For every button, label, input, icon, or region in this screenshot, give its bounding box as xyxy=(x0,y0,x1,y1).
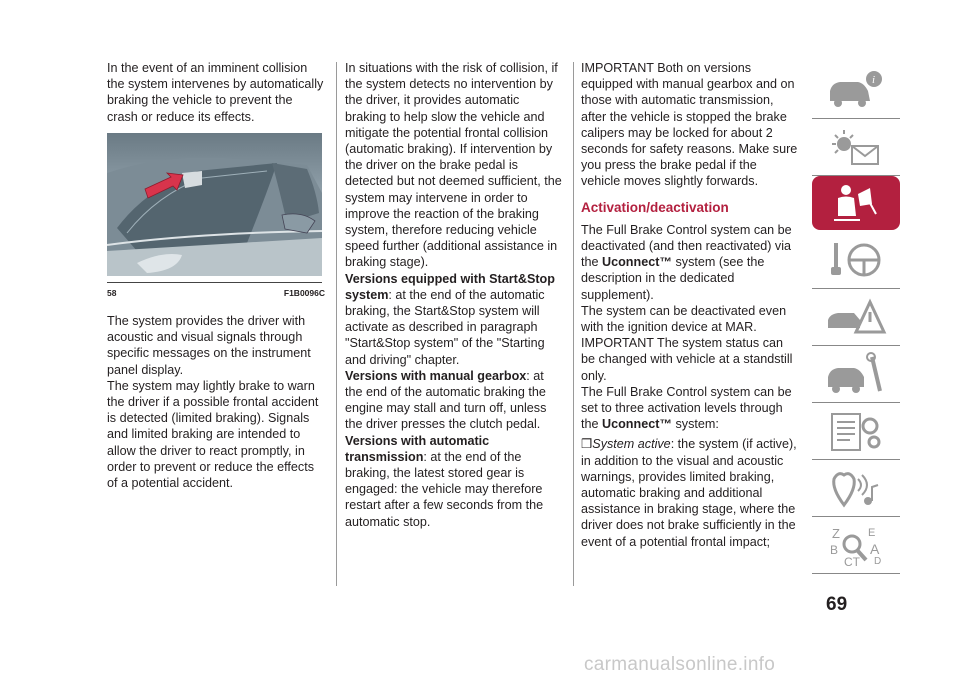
automatic-transmission-text: : at the end of the braking, the latest stored gear is engaged: the vehicle may therefore restart after a few seconds from the automatic stop. xyxy=(345,449,544,529)
uconnect-label-2: Uconnect™ xyxy=(602,417,672,432)
col2-paragraph-startstop xyxy=(345,271,563,368)
safety-airbag-icon xyxy=(824,180,888,226)
levels-text-a: The Full Brake Control system can be set to three activation levels through the xyxy=(581,384,792,432)
uconnect-label-1: Uconnect™ xyxy=(602,255,672,270)
column-divider-1 xyxy=(336,62,337,586)
manual-gearbox-text: : at the end of the automatic braking the engine may stall and turn off, unless the driver presses the clutch pedal. xyxy=(345,368,547,432)
tab-starting-driving[interactable] xyxy=(812,232,900,289)
tab-car-info[interactable] xyxy=(812,62,900,119)
levels-text-b: system: xyxy=(672,417,719,432)
figure-number: 58 xyxy=(107,287,117,298)
car-windscreen-illustration xyxy=(107,133,322,276)
tab-dashboard-lights[interactable] xyxy=(812,119,900,176)
bullet-italic-label: System active xyxy=(592,437,671,452)
page-number: 69 xyxy=(826,594,848,615)
maintenance-icon xyxy=(824,351,888,397)
col3-important-1: IMPORTANT Both on versions equipped with manual gearbox and on those with automatic transmission, after the vehicle is stopped the brake calipers may be locked for about 2 seconds for safety reasons. Make sure you press the brake pedal if the vehicle moves slightly forwards. xyxy=(581,61,798,189)
tab-multimedia[interactable] xyxy=(812,460,900,517)
col2-paragraph-manual xyxy=(345,368,563,433)
figure-code: F1B0096C xyxy=(283,287,325,298)
figure-windscreen-camera xyxy=(107,133,322,276)
index-icon xyxy=(824,522,888,568)
figure-caption xyxy=(107,285,325,301)
bullet-system-active xyxy=(581,436,799,549)
automatic-transmission-label: Versions with automatic transmission xyxy=(345,433,490,464)
svg-text:D: D xyxy=(874,556,882,567)
car-info-icon xyxy=(824,67,888,113)
col1-paragraph-1: In the event of an imminent collision the system intervenes by automatically braking the vehicle to prevent the crash or reduce its effects. xyxy=(107,61,324,124)
deactivation-text-a: The Full Brake Control system can be deactivated (and then reactivated) via the xyxy=(581,222,792,270)
svg-text:A: A xyxy=(870,541,880,557)
startstop-text: : at the end of the automatic braking, the Start&Stop system will activate as described in paragraph "Start&Stop system" of the "Starting and driving" chapter. xyxy=(345,287,545,367)
dashboard-lights-icon xyxy=(824,124,888,170)
svg-text:Z: Z xyxy=(832,526,840,541)
deactivation-text-b: system (see the description in the dedicated supplement). xyxy=(581,255,765,302)
technical-data-icon xyxy=(824,408,888,454)
col3-paragraph-deactivation xyxy=(581,222,799,303)
multimedia-icon xyxy=(824,465,888,511)
chapter-tabs xyxy=(812,62,900,574)
section-heading: Activation/deactivation xyxy=(581,199,729,215)
starting-driving-icon xyxy=(824,237,888,283)
tab-emergency[interactable] xyxy=(812,289,900,346)
column-divider-2 xyxy=(573,62,574,586)
startstop-label: Versions equipped with Start&Stop system xyxy=(345,271,555,302)
tab-index[interactable] xyxy=(812,517,900,574)
svg-text:E: E xyxy=(868,527,876,539)
col1-paragraph-3: The system may lightly brake to warn the driver if a possible frontal accident is detected (limited braking). Signals and limited braking are intended to allow the driver to react promptly, in order to prevent or reduce the effects of a potential accident. xyxy=(107,378,319,491)
bullet-mark: ❒ xyxy=(581,437,593,452)
col2-paragraph-1: In situations with the risk of collision, if the system detects no intervention by the driver, it provides automatic braking to help slow the vehicle and mitigate the potential frontal collision (automatic braking). If intervention by the driver on the brake pedal is detected but not deemed sufficient, the system may intervene in order to improve the reaction of the braking system, therefore reducing vehicle speed further (additional assistance in braking stage). xyxy=(345,61,562,270)
column-3 xyxy=(581,60,799,550)
col3-paragraph-mar: The system can be deactivated even with the ignition device at MAR. xyxy=(581,303,787,335)
col1-paragraph-2: The system provides the driver with acoustic and visual signals through specific messages on the instrument panel display. xyxy=(107,314,311,377)
manual-gearbox-label: Versions with manual gearbox xyxy=(345,368,527,383)
column-2 xyxy=(345,60,563,530)
tab-safety[interactable] xyxy=(812,176,900,230)
tab-maintenance[interactable] xyxy=(812,346,900,403)
figure-rule xyxy=(107,282,322,283)
column-1 xyxy=(107,60,325,491)
bullet-text: : the system (if active), in addition to the visual and acoustic warnings, provides limited braking, automatic braking and additional assistance in braking stage, where the driver does not brake sufficiently in the event of a potential frontal impact; xyxy=(581,437,797,549)
tab-technical-data[interactable] xyxy=(812,403,900,460)
col3-important-2: IMPORTANT The system status can be changed with vehicle at a standstill only. xyxy=(581,336,793,383)
col3-paragraph-levels xyxy=(581,384,799,433)
emergency-icon xyxy=(824,294,888,340)
col2-paragraph-automatic xyxy=(345,433,563,530)
svg-text:i: i xyxy=(872,74,876,86)
svg-text:CT: CT xyxy=(844,555,860,568)
watermark: carmanualsonline.info xyxy=(584,654,776,675)
svg-text:B: B xyxy=(830,543,839,557)
